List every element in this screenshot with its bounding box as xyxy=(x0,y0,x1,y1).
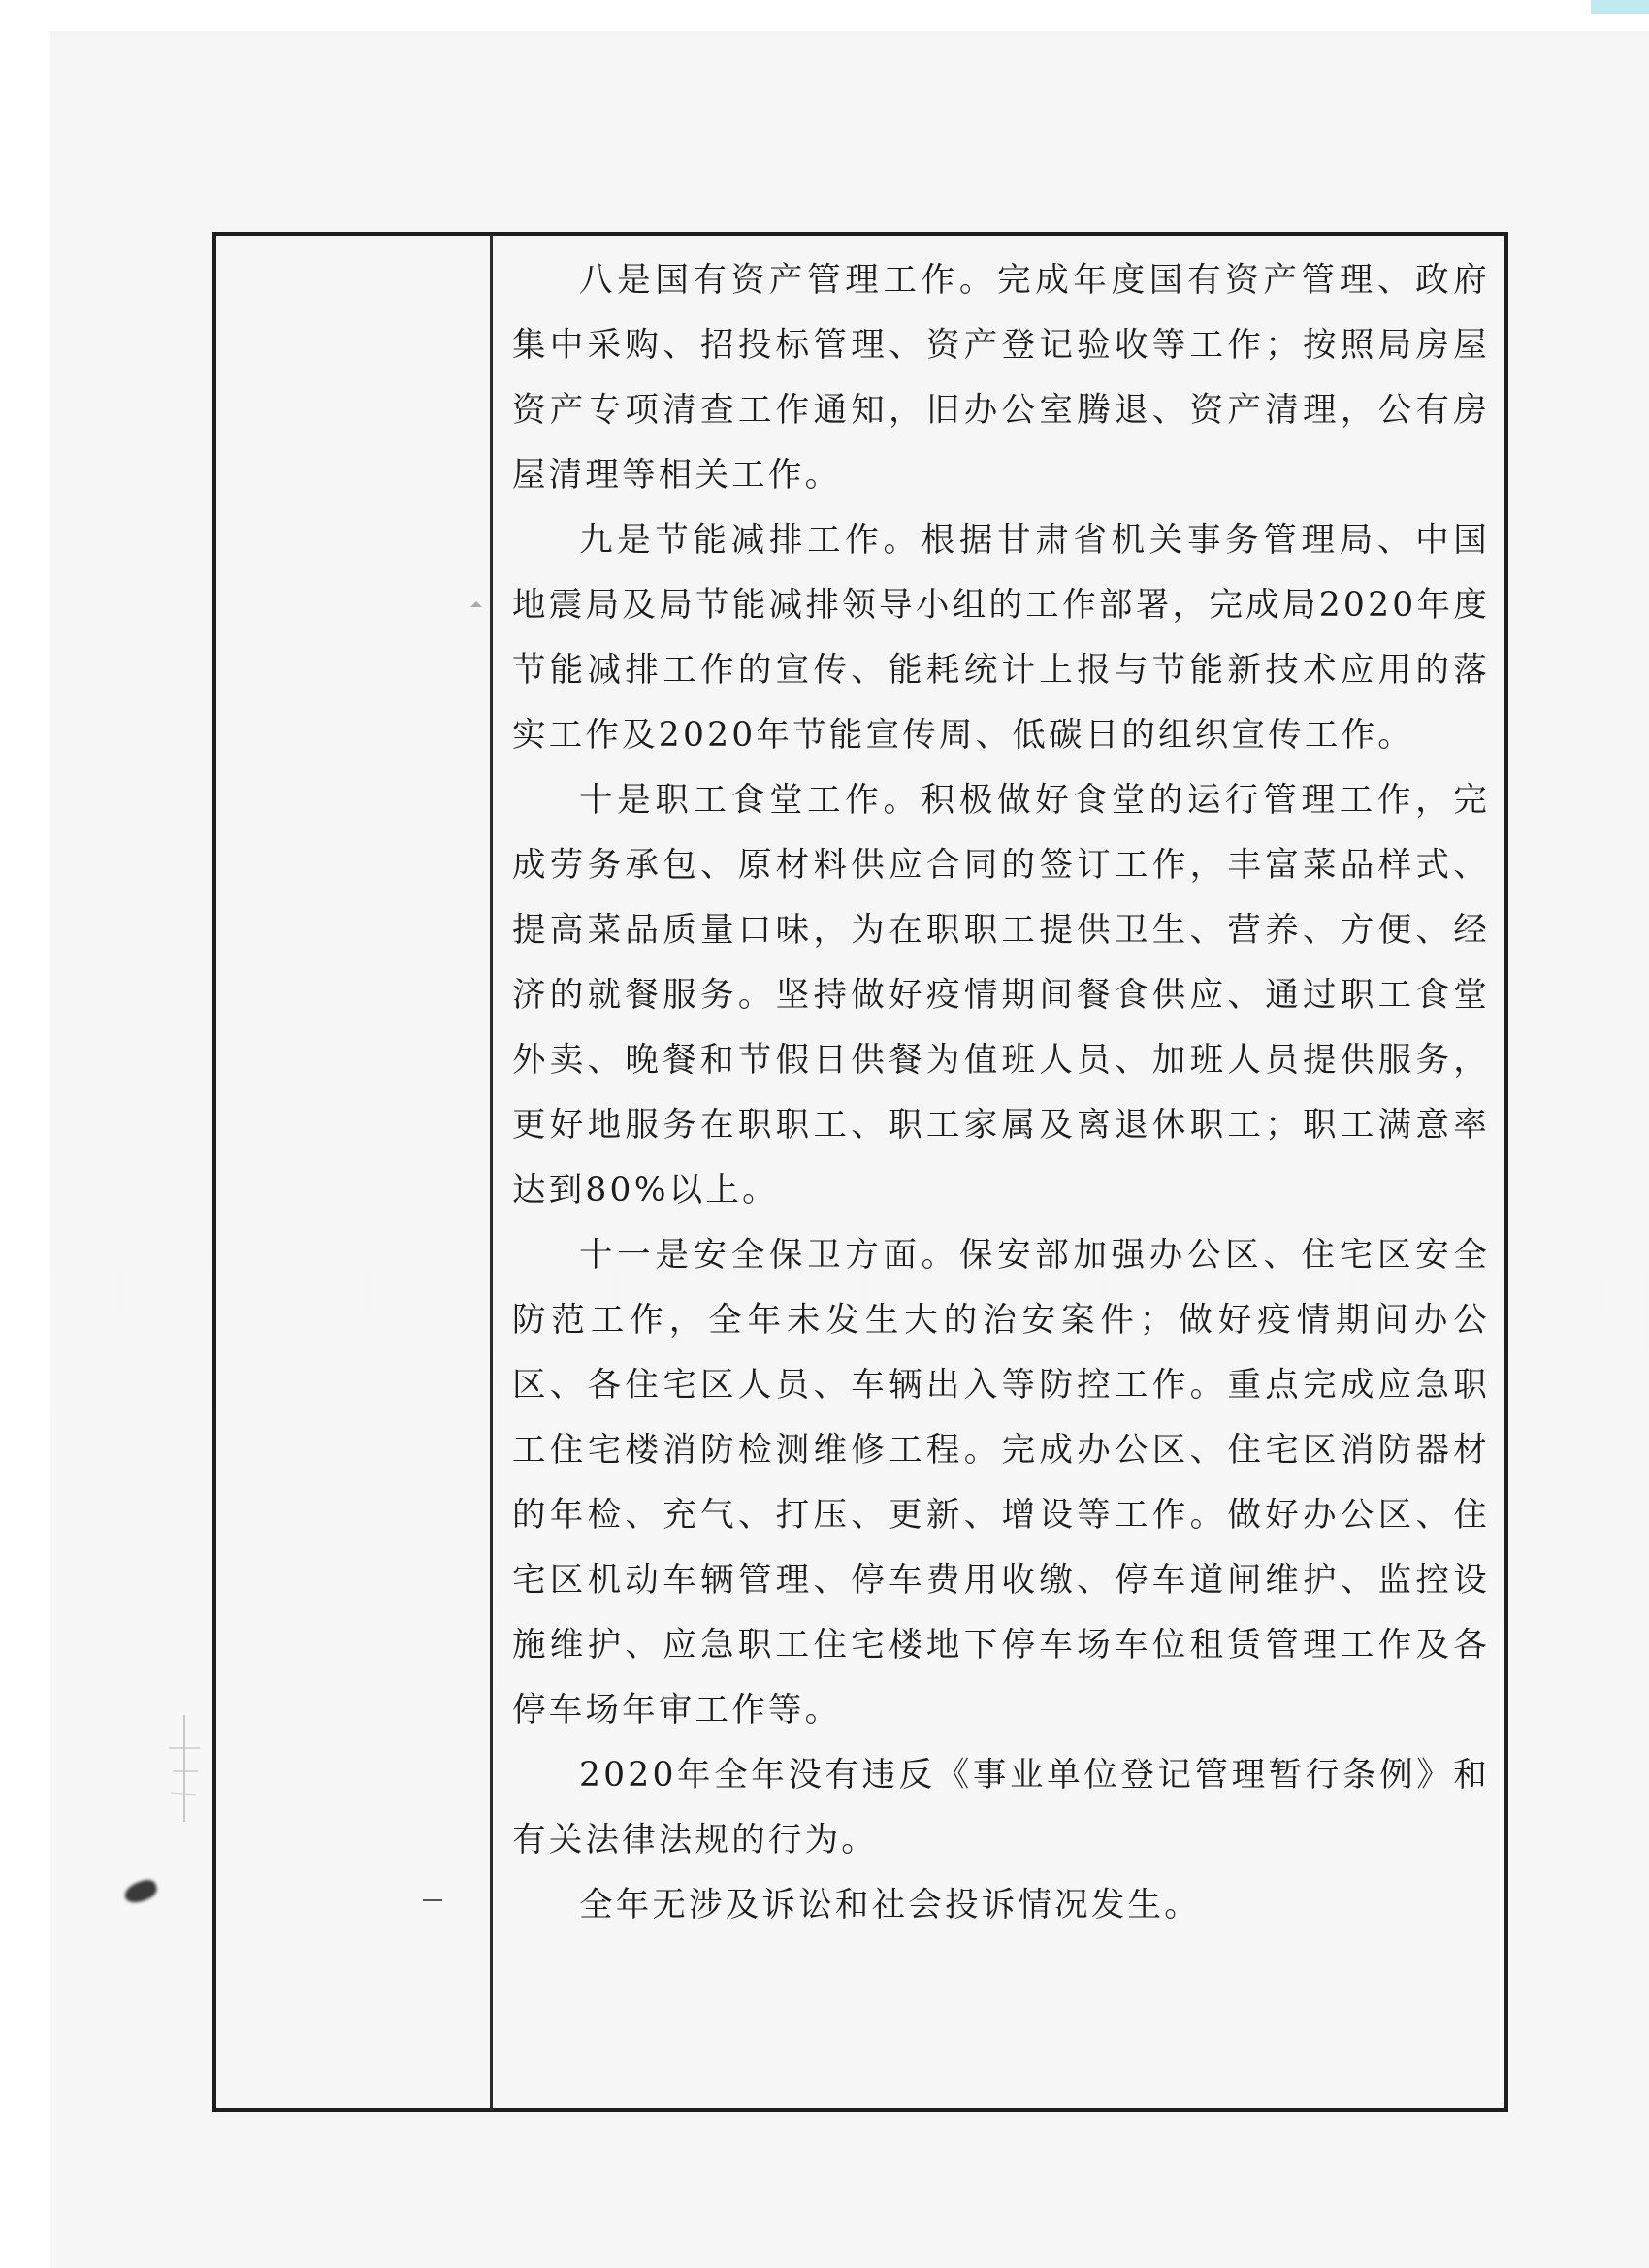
scan-smudge xyxy=(122,1877,160,1906)
paragraph-compliance: 2020年全年没有违反《事业单位登记管理暂行条例》和有关法律法规的行为。 xyxy=(512,1756,1490,1860)
scan-dot-mark xyxy=(469,599,483,609)
scan-corner-tint xyxy=(1591,0,1649,14)
paragraph-state-assets: 八是国有资产管理工作。完成年度国有资产管理、政府集中采购、招投标管理、资产登记验收等工作；按照局房屋资产专项清查工作通知，旧办公室腾退、资产清理，公有房屋清理等相关工作。 xyxy=(512,261,1490,495)
scan-dash-mark xyxy=(423,1897,442,1903)
table-content-cell xyxy=(512,248,1490,1938)
scan-border-top xyxy=(0,0,1649,31)
paragraph-no-litigation: 全年无涉及诉讼和社会投诉情况发生。 xyxy=(579,1886,1201,1925)
scan-artifact-mark xyxy=(163,1715,202,1822)
paragraph-staff-canteen: 十是职工食堂工作。积极做好食堂的运行管理工作，完成劳务承包、原材料供应合同的签订工作，丰富菜品样式、提高菜品质量口味，为在职职工提供卫生、营养、方便、经济的就餐服务。坚持做好疫情期间餐食供应、通过职工食堂外卖、晚餐和节假日供餐为值班人员、加班人员提供服务，更好地服务在职职工、职工家属及离退休职工；职工满意率达到80%以上。 xyxy=(512,781,1490,1210)
paragraph-security: 十一是安全保卫方面。保安部加强办公区、住宅区安全防范工作，全年未发生大的治安案件；做好疫情期间办公区、各住宅区人员、车辆出入等防控工作。重点完成应急职工住宅楼消防检测维修工程。完成办公区、住宅区消防器材的年检、充气、打压、更新、增设等工作。做好办公区、住宅区机动车辆管理、停车费用收缴、停车道闸维护、监控设施维护、应急职工住宅楼地下停车场车位租赁管理工作及各停车场年审工作等。 xyxy=(512,1236,1490,1730)
table-column-divider xyxy=(490,234,493,2111)
paragraph-energy-saving: 九是节能减排工作。根据甘肃省机关事务管理局、中国地震局及局节能减排领导小组的工作部署，完成局2020年度节能减排工作的宣传、能耗统计上报与节能新技术应用的落实工作及2020年节能宣传周、低碳日的组织宣传工作。 xyxy=(512,521,1490,755)
scan-border-left xyxy=(0,0,50,2268)
